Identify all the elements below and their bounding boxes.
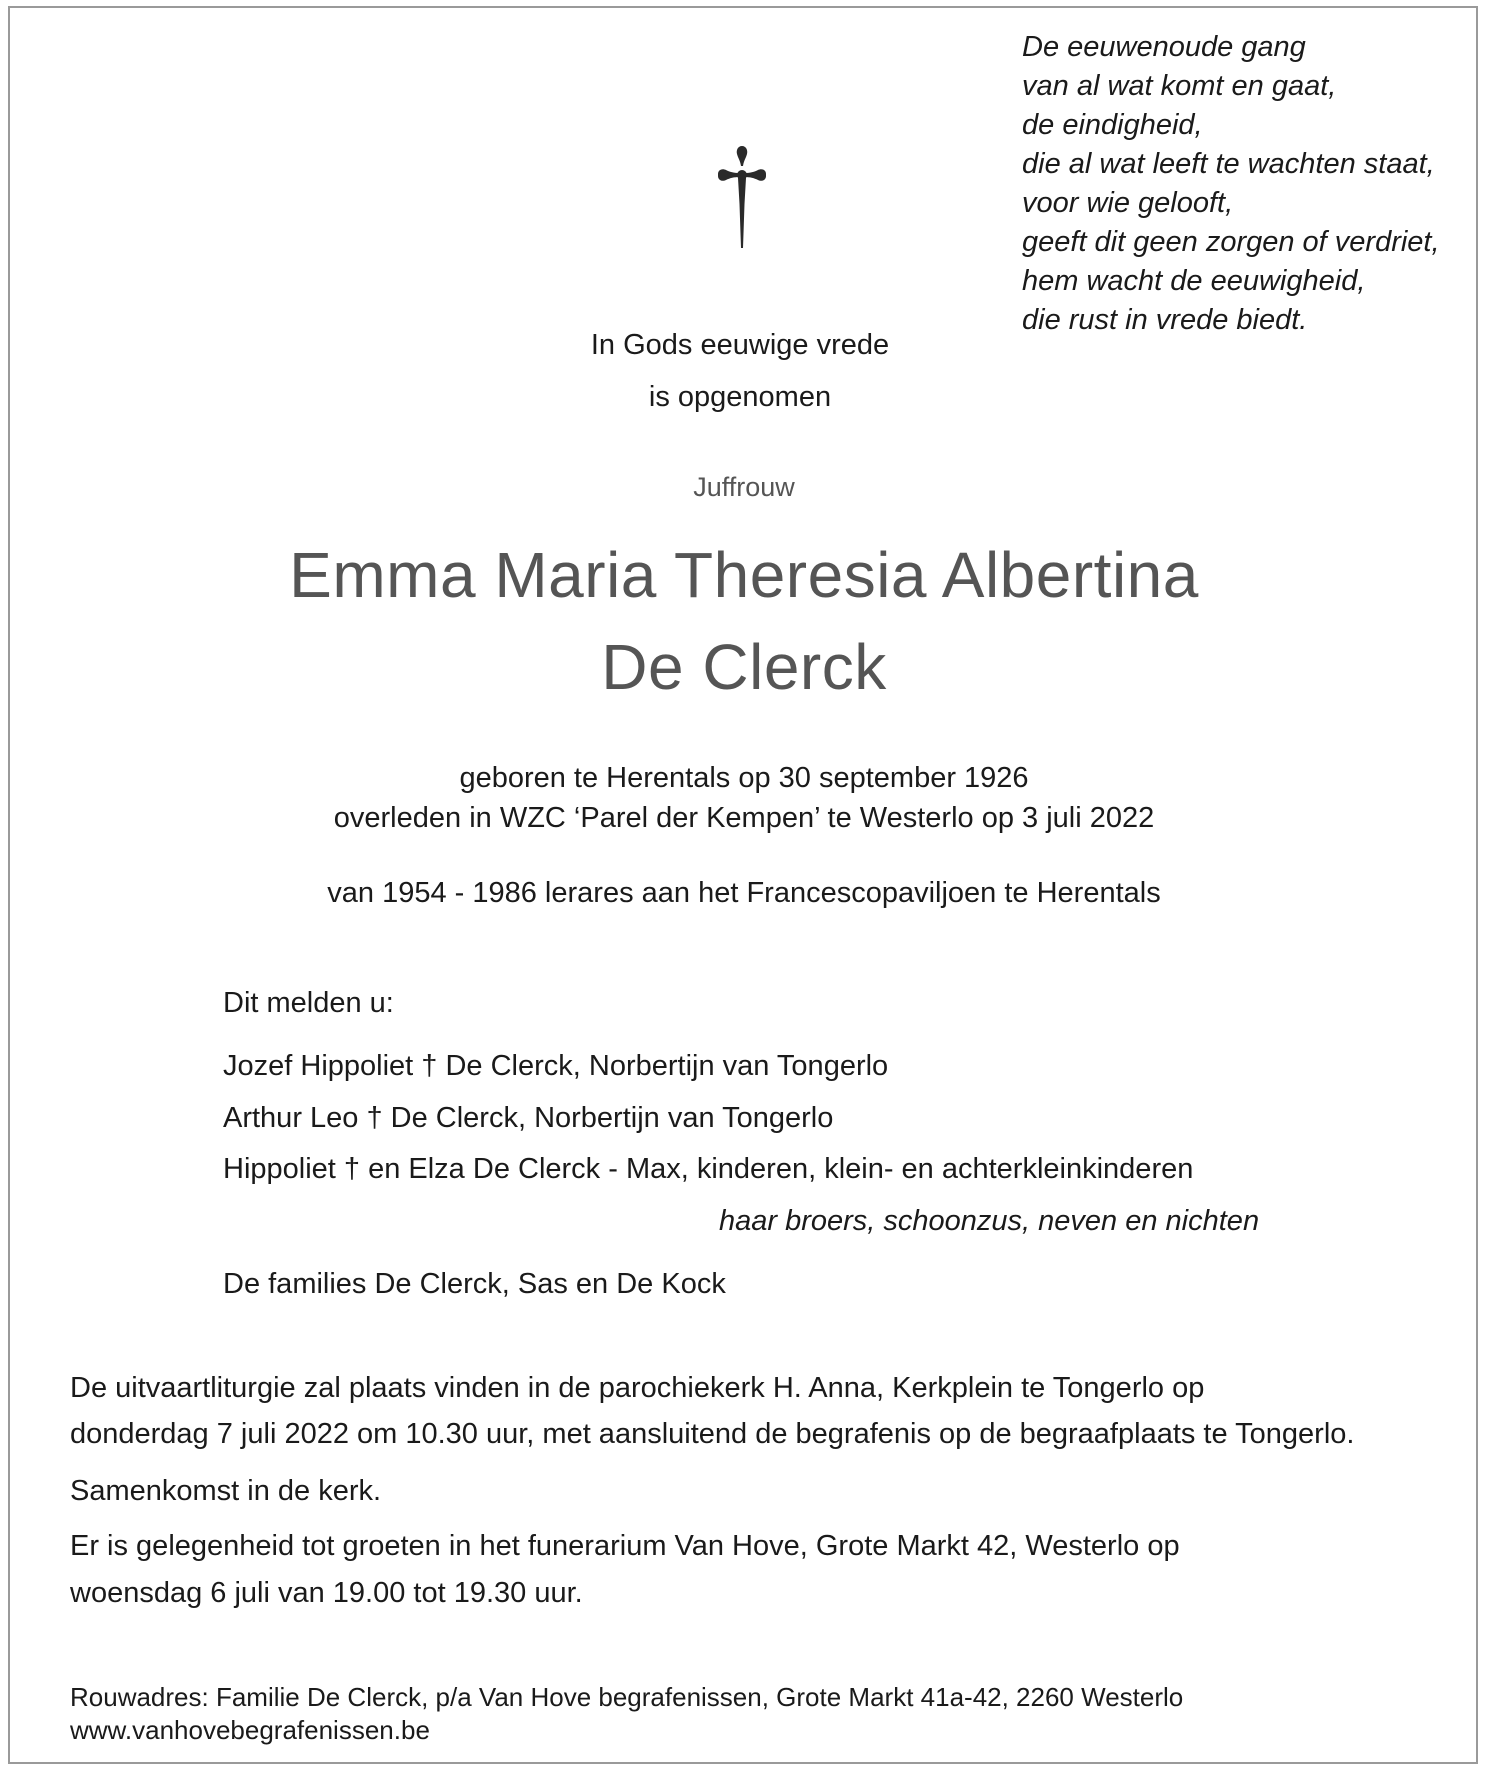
deceased-surname: De Clerck	[601, 631, 887, 703]
poem-line: die al wat leeft te wachten staat,	[1022, 148, 1435, 180]
deceased-title: Juffrouw	[693, 472, 795, 502]
visit-line-2: woensdag 6 juli van 19.00 tot 19.30 uur.	[70, 1577, 583, 1609]
poem-line: van al wat komt en gaat,	[1022, 70, 1337, 102]
poem-line: die rust in vrede biedt.	[1022, 304, 1308, 336]
announcer-line: Arthur Leo † De Clerck, Norbertijn van Tongerlo	[223, 1102, 834, 1134]
visit-line-1: Er is gelegenheid tot groeten in het funerarium Van Hove, Grote Markt 42, Westerlo op	[70, 1530, 1180, 1562]
announcer-line: Hippoliet † en Elza De Clerck - Max, kinderen, klein- en achterkleinkinderen	[223, 1153, 1194, 1185]
poem-line: de eindigheid,	[1022, 109, 1203, 141]
relation-line: haar broers, schoonzus, neven en nichten	[719, 1205, 1260, 1237]
announcers-heading: Dit melden u:	[223, 987, 394, 1019]
liturgy-line-2: donderdag 7 juli 2022 om 10.30 uur, met aansluitend de begrafenis op de begraafplaats te Tongerlo.	[70, 1418, 1355, 1450]
birth-line: geboren te Herentals op 30 september 1926	[459, 762, 1029, 794]
deceased-given-names: Emma Maria Theresia Albertina	[289, 539, 1199, 611]
intro-line-2: is opgenomen	[648, 381, 832, 413]
intro-line-1: In Gods eeuwige vrede	[590, 329, 890, 361]
website-link[interactable]: www.vanhovebegrafenissen.be	[70, 1715, 430, 1745]
mourning-address: Rouwadres: Familie De Clerck, p/a Van Hove begrafenissen, Grote Markt 41a-42, 2260 Westerlo	[70, 1682, 1184, 1712]
announcer-line: Jozef Hippoliet † De Clerck, Norbertijn van Tongerlo	[223, 1050, 889, 1082]
poem-line: De eeuwenoude gang	[1022, 31, 1306, 63]
gathering-line: Samenkomst in de kerk.	[70, 1475, 382, 1507]
career-line: van 1954 - 1986 lerares aan het Francescopaviljoen te Herentals	[327, 877, 1161, 909]
liturgy-line-1: De uitvaartliturgie zal plaats vinden in de parochiekerk H. Anna, Kerkplein te Tongerlo op	[70, 1372, 1205, 1404]
ornate-cross-icon	[714, 144, 770, 252]
poem-line: hem wacht de eeuwigheid,	[1022, 265, 1366, 297]
families-line: De families De Clerck, Sas en De Kock	[223, 1268, 726, 1300]
poem	[1022, 28, 1440, 340]
poem-line: geeft dit geen zorgen of verdriet,	[1022, 226, 1440, 258]
poem-line: voor wie gelooft,	[1022, 187, 1234, 219]
death-line: overleden in WZC ‘Parel der Kempen’ te Westerlo op 3 juli 2022	[333, 802, 1155, 834]
